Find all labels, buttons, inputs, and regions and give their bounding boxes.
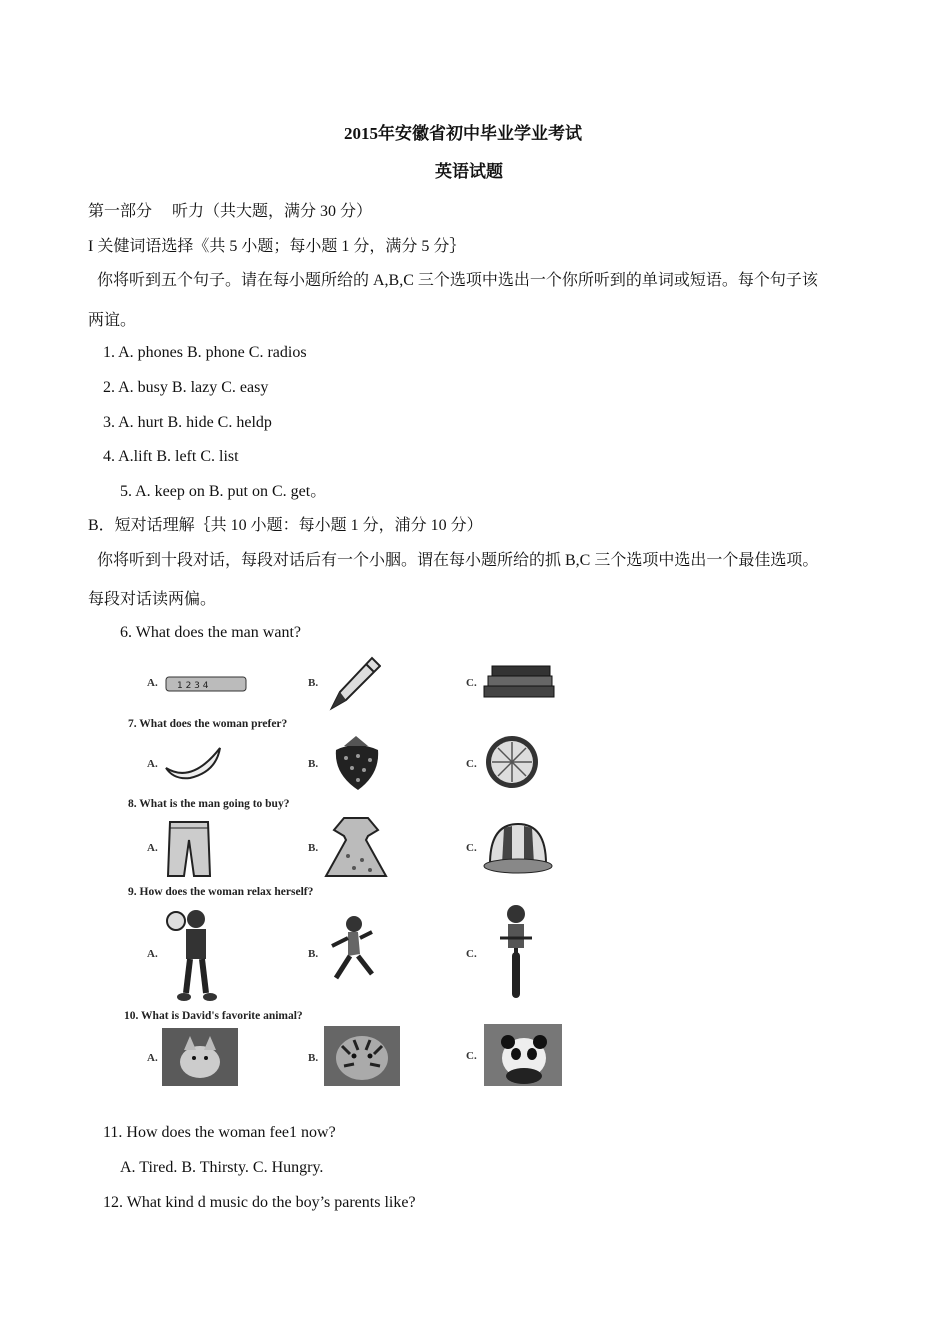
list-item: 3. A. hurt B. hide C. heldp: [103, 414, 272, 431]
option-label: B.: [308, 758, 319, 770]
question-11-options: A. Tired. B. Thirsty. C. Hungry.: [120, 1159, 324, 1176]
part-a-instruction-cont: 两谊。: [88, 312, 137, 329]
part-a-heading: I 关健词语选择《共 5 小题；每小题 1 分，满分 5 分｝: [88, 238, 466, 255]
option-label: C.: [466, 677, 477, 689]
section-heading: 第一部分 听力（共大题，满分 30 分）: [88, 203, 373, 220]
question-10: 10. What is David's favorite animal?: [124, 1010, 303, 1022]
orange-icon: [484, 734, 540, 795]
option-label: A.: [147, 948, 158, 960]
question-8: 8. What is the man going to buy?: [128, 798, 290, 810]
question-6: 6. What does the man want?: [120, 624, 301, 641]
option-label: B.: [308, 842, 319, 854]
option-label: C.: [466, 1050, 477, 1062]
ruler-icon: [165, 674, 250, 699]
option-label: B.: [308, 677, 319, 689]
option-label: B.: [308, 948, 319, 960]
part-a-instruction: 你将听到五个句子。请在每小题所给的 A,B,C 三个选项中选出一个你所听到的单词或短语。每个句子该: [97, 272, 818, 289]
option-label: A.: [147, 1052, 158, 1064]
question-12: 12. What kind d music do the boy’s parents like?: [103, 1194, 416, 1211]
exam-title: 2015年安徽省初中毕业学业考试: [344, 124, 582, 143]
part-b-instruction-cont: 每段对话读两偏。: [88, 591, 217, 608]
ruler-number-text: 1 2 3 4: [177, 681, 209, 691]
list-item: 5. A. keep on B. put on C. get。: [120, 483, 327, 500]
option-label: A.: [147, 758, 158, 770]
banana-icon: [162, 742, 226, 787]
exam-subtitle: 英语试题: [435, 162, 503, 181]
list-item: 2. A. busy B. lazy C. easy: [103, 379, 269, 396]
girl-cycling-icon: [494, 902, 538, 1011]
pencil-icon: [326, 654, 381, 717]
hat-icon: [482, 820, 554, 881]
strawberry-icon: [326, 734, 386, 797]
list-item: 1. A. phones B. phone C. radios: [103, 344, 307, 361]
girl-volleyball-icon: [164, 905, 224, 1010]
option-label: A.: [147, 842, 158, 854]
tiger-photo: [324, 1026, 400, 1086]
trousers-icon: [164, 820, 214, 883]
question-7: 7. What does the woman prefer?: [128, 718, 288, 730]
option-label: B.: [308, 1052, 319, 1064]
dog-photo: [162, 1028, 238, 1086]
option-label: C.: [466, 758, 477, 770]
girl-running-icon: [320, 914, 380, 995]
dress-icon: [322, 816, 390, 885]
question-11: 11. How does the woman fee1 now?: [103, 1124, 336, 1141]
option-label: A.: [147, 677, 158, 689]
list-item: 4. A.lift B. left C. list: [103, 448, 239, 465]
option-label: C.: [466, 842, 477, 854]
part-b-instruction: 你将听到十段对话，每段对话后有一个小胭。谓在每小题所给的抓 B,C 三个选项中选出一个最佳选项。: [97, 552, 819, 569]
option-label: C.: [466, 948, 477, 960]
part-b-heading: B．短对话理解｛共 10 小题：每小题 1 分，浦分 10 分）: [88, 517, 483, 534]
panda-photo: [484, 1024, 562, 1086]
question-9: 9. How does the woman relax herself?: [128, 886, 314, 898]
books-icon: [482, 664, 557, 705]
